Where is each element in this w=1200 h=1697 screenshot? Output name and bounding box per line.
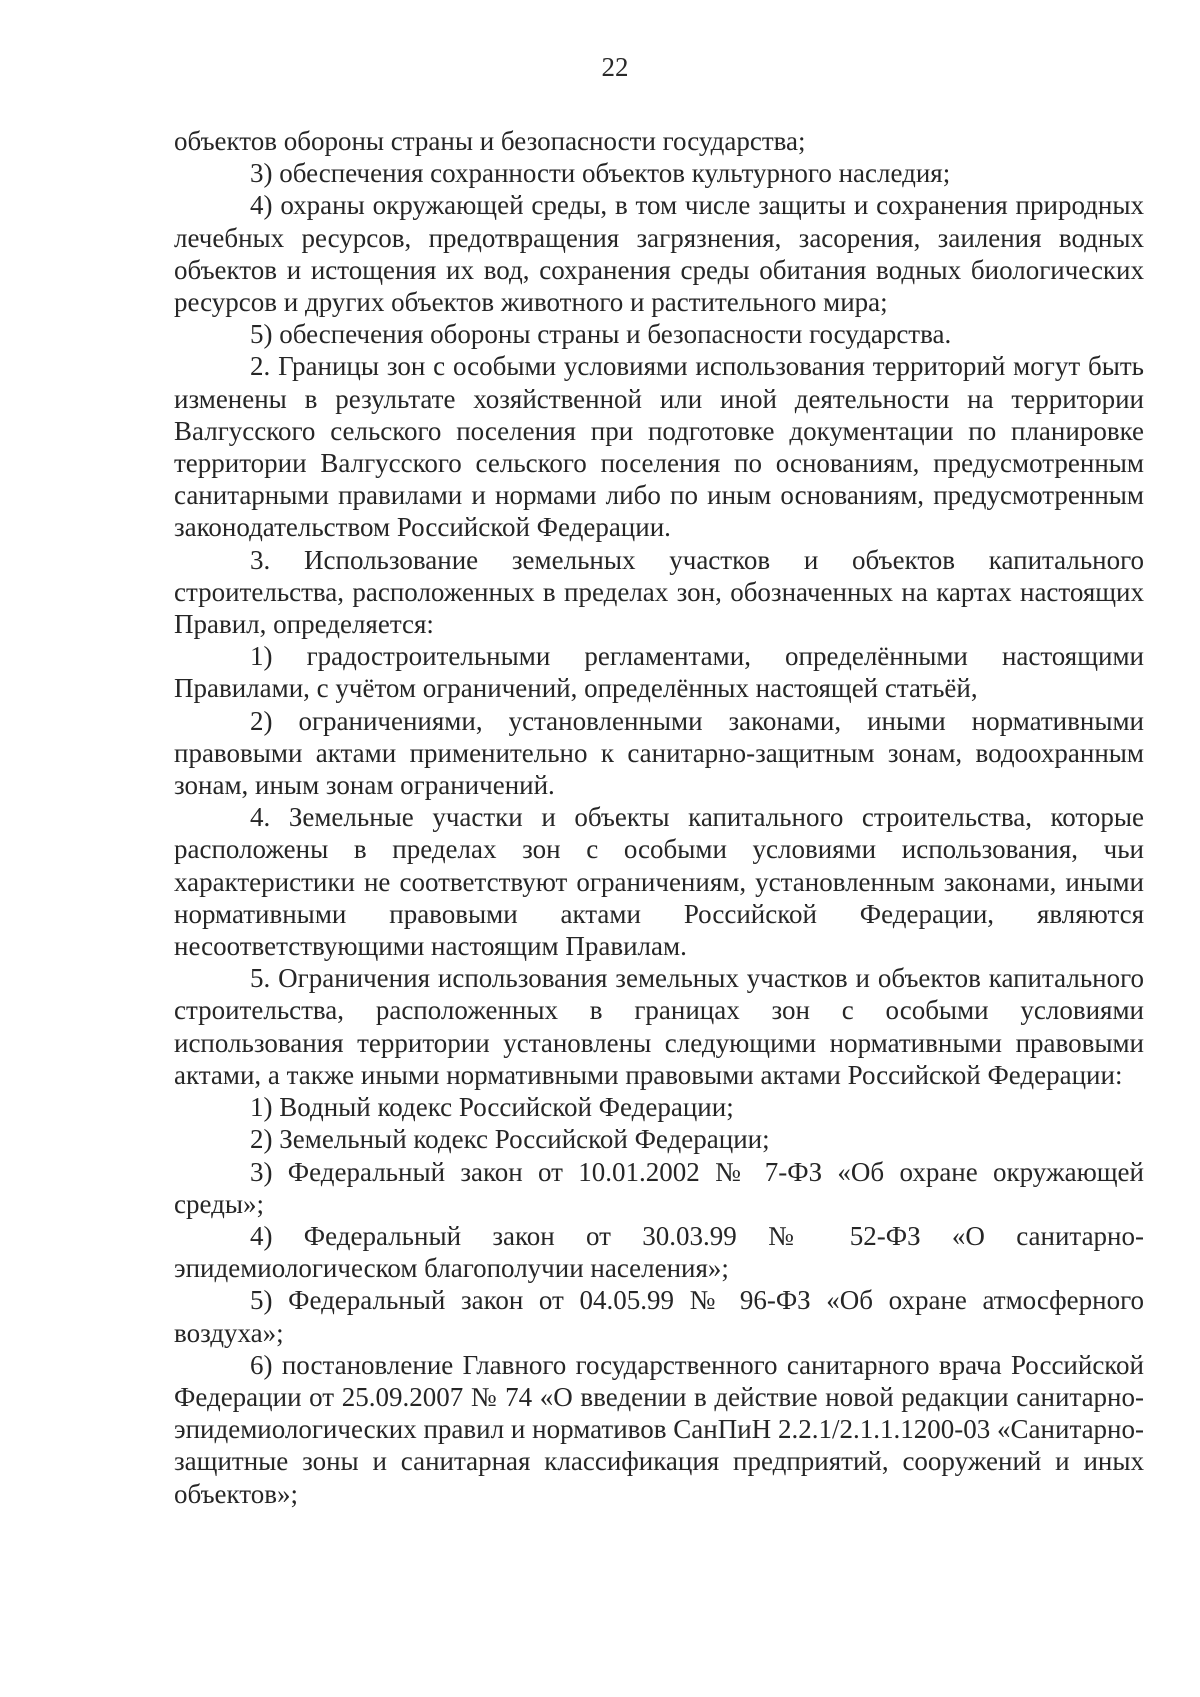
- document-body: [174, 125, 1144, 1510]
- law-item-3-environment-law: 3) Федеральный закон от 10.01.2002 № 7-ФЗ «Об охране окружающей среды»;: [174, 1156, 1144, 1219]
- section-2-zone-boundaries: 2. Границы зон с особыми условиями использования территорий могут быть изменены в результате хозяйственной или иной деятельности на территории Валгусского сельского поселения при подготовке документации по планировке территории Валгусского сельского поселения по основаниям, предусмотренным санитарными правилами и нормами либо по иным основаниям, предусмотренным законодательством Российской Федерации.: [174, 351, 1144, 543]
- list-item-3-cultural-heritage: 3) обеспечения сохранности объектов культурного наследия;: [250, 158, 951, 189]
- law-item-2-land-code: 2) Земельный кодекс Российской Федерации;: [250, 1124, 770, 1155]
- section-3-land-use: 3. Использование земельных участков и объектов капитального строительства, расположенных в пределах зон, обозначенных на картах настоящих Правил, определяется:: [174, 544, 1144, 640]
- law-item-5-air-law: 5) Федеральный закон от 04.05.99 № 96-ФЗ «Об охране атмосферного воздуха»;: [174, 1285, 1144, 1348]
- list-item-5-defense: 5) обеспечения обороны страны и безопасности государства.: [250, 319, 952, 350]
- law-item-4-sanitary-law: 4) Федеральный закон от 30.03.99 № 52-ФЗ «О санитарно-эпидемиологическом благополучии населения»;: [174, 1220, 1144, 1284]
- list-item-4-environment-protection: 4) охраны окружающей среды, в том числе защиты и сохранения природных лечебных ресурсов, предотвращения загрязнения, засорения, заиления водных объектов и истощения их вод, сохранения среды обитания водных биологических ресурсов и других объектов животного и растительного мира;: [174, 190, 1144, 318]
- law-item-6-sanpin-resolution: 6) постановление Главного государственного санитарного врача Российской Федерации от 25.09.2007 № 74 «О введении в действие новой редакции санитарно-эпидемиологических правил и нормативов СанПиН 2.2.1/2.1.1.1200-03 «Санитарно-защитные зоны и санитарная классификация предприятий, сооружений и иных объектов»;: [174, 1349, 1144, 1509]
- paragraph-continuation: объектов обороны страны и безопасности государства;: [174, 126, 806, 156]
- section-5-restrictions: 5. Ограничения использования земельных участков и объектов капитального строительства, расположенных в границах зон с особыми условиями использования территории установлены следующими нормативными правовыми актами, а также иными нормативными правовыми актами Российской Федерации:: [174, 963, 1144, 1090]
- page-number: 22: [601, 52, 629, 82]
- law-item-1-water-code: 1) Водный кодекс Российской Федерации;: [250, 1092, 734, 1123]
- section-3-item-2: 2) ограничениями, установленными законами, иными нормативными правовыми актами применительно к санитарно-защитным зонам, водоохранным зонам, иным зонам ограничений.: [174, 705, 1144, 801]
- section-3-item-1: 1) градостроительными регламентами, определёнными настоящими Правилами, с учётом ограничений, определённых настоящей статьёй,: [174, 641, 1144, 704]
- section-4-nonconforming: 4. Земельные участки и объекты капитального строительства, которые расположены в пределах зон с особыми условиями использования, чьи характеристики не соответствуют ограничениям, установленным законами, иными нормативными правовыми актами Российской Федерации, являются несоответствующими настоящим Правилам.: [174, 802, 1144, 962]
